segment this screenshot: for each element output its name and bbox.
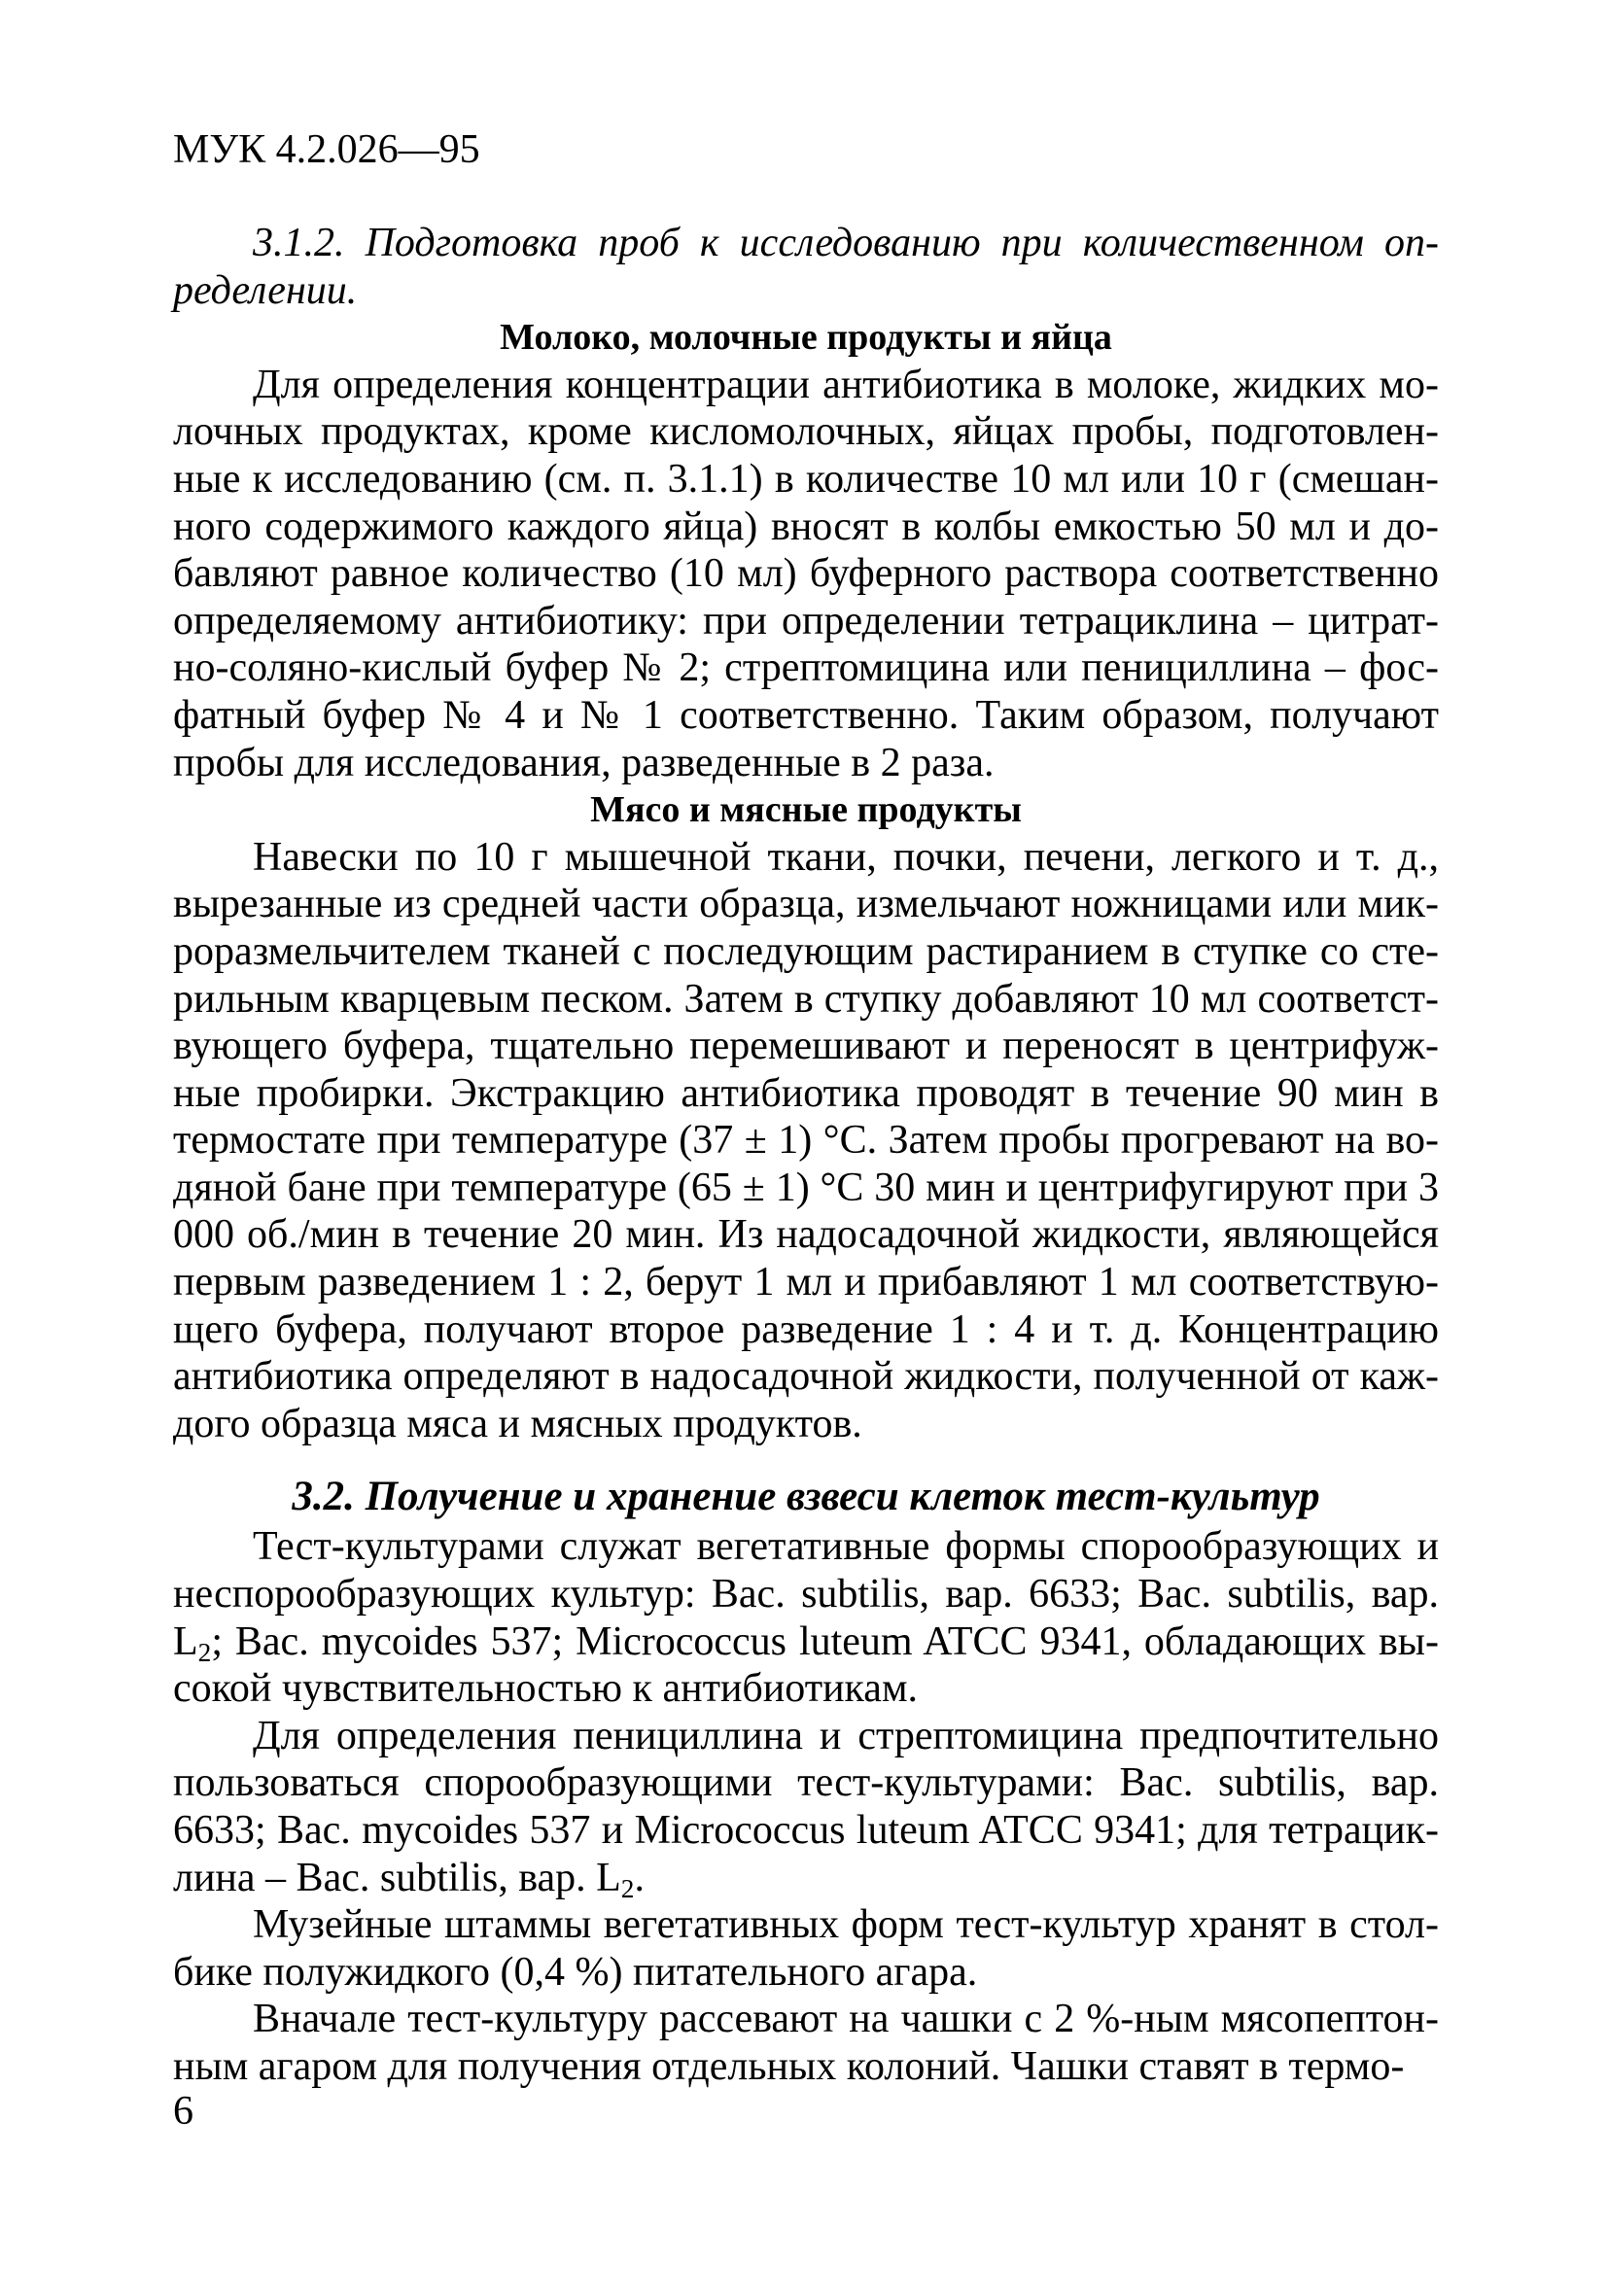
meat-products-title: Мясо и мясные продукты (590, 789, 1022, 831)
milk-products-paragraph: Для определения концентрации антибиотика в молоке, жидких мо-лочных продуктах, кроме кисломолочных, яйцах пробы, подготовлен-ные к исследованию (см. п. 3.1.1) в количестве 10 мл или 10 г (смешан-ного содержимого каждого яйца) вносят в колбы емкостью 50 мл и до-бавляют равное количество (10 мл) буферного раствора соответственно определяемому антибиотику: при определении тетрациклина – цитрат-но-соляно-кислый буфер № 2; стрептомицина или пенициллина – фос-фатный буфер № 4 и № 1 соответственно. Таким образом, получают пробы для исследования, разведенные в 2 раза. (173, 362, 1439, 785)
document-code-header: МУК 4.2.026—95 (173, 127, 480, 172)
preferred-cultures-text-a: Для определения пенициллина и стрептомицина предпочтительно пользоваться спорообразующими тест-культурами: Bac. subtilis, вар. 6633; Bac. mycoides 537 и Micrococcus luteum ATCC 9341; для тетрацик-лина – Bac. subtilis, вар. L (173, 1713, 1439, 1900)
culture-seeding-paragraph: Вначале тест-культуру рассевают на чашки с 2 %-ным мясопептон-ным агаром для получения отдельных колоний. Чашки ставят в термо- (173, 1997, 1439, 2089)
page-number: 6 (173, 2089, 193, 2134)
milk-products-title: Молоко, молочные продукты и яйца (500, 317, 1112, 359)
test-cultures-text-a: Тест-культурами служат вегетативные формы спорообразующих и неспорообразующих культур: Bac. subtilis, вар. 6633; Bac. subtilis, вар. L (173, 1524, 1439, 1664)
section-heading-3-2: 3.2. Получение и хранение взвеси клеток тест-культур (292, 1474, 1320, 1520)
preferred-cultures-subscript: 2 (620, 1873, 635, 1903)
museum-strains-paragraph: Музейные штаммы вегетативных форм тест-культур хранят в стол-бике полужидкого (0,4 %) питательного агара. (173, 1902, 1439, 1995)
page-content (173, 220, 1439, 2091)
test-cultures-paragraph (173, 1523, 1439, 1712)
subsection-heading-3-1-2: 3.1.2. Подготовка проб к исследованию при количественном оп-ределении. (173, 221, 1439, 313)
preferred-cultures-paragraph (173, 1713, 1439, 1901)
preferred-cultures-text-b: . (634, 1855, 645, 1900)
test-cultures-subscript: 2 (197, 1637, 212, 1667)
test-cultures-text-b: ; Bac. mycoides 537; Micrococcus luteum ATCC 9341, обладающих вы-сокой чувствительностью к антибиотикам. (173, 1618, 1439, 1712)
meat-products-paragraph: Навески по 10 г мышечной ткани, почки, печени, легкого и т. д., вырезанные из средней части образца, измельчают ножницами или мик-роразмельчителем тканей с последующим растиранием в ступке со сте-рильным кварцевым песком. Затем в ступку добавляют 10 мл соответст-вующего буфера, тщательно перемешивают и переносят в центрифуж-ные пробирки. Экстракцию антибиотика проводят в течение 90 мин в термостате при температуре (37 ± 1) °С. Затем пробы прогревают на во-дяной бане при температуре (65 ± 1) °С 30 мин и центрифугируют при 3 000 об./мин в течение 20 мин. Из надосадочной жидкости, являющейся первым разведением 1 : 2, берут 1 мл и прибавляют 1 мл соответствую-щего буфера, получают второе разведение 1 : 4 и т. д. Концентрацию антибиотика определяют в надосадочной жидкости, полученной от каж-дого образца мяса и мясных продуктов. (173, 834, 1439, 1446)
